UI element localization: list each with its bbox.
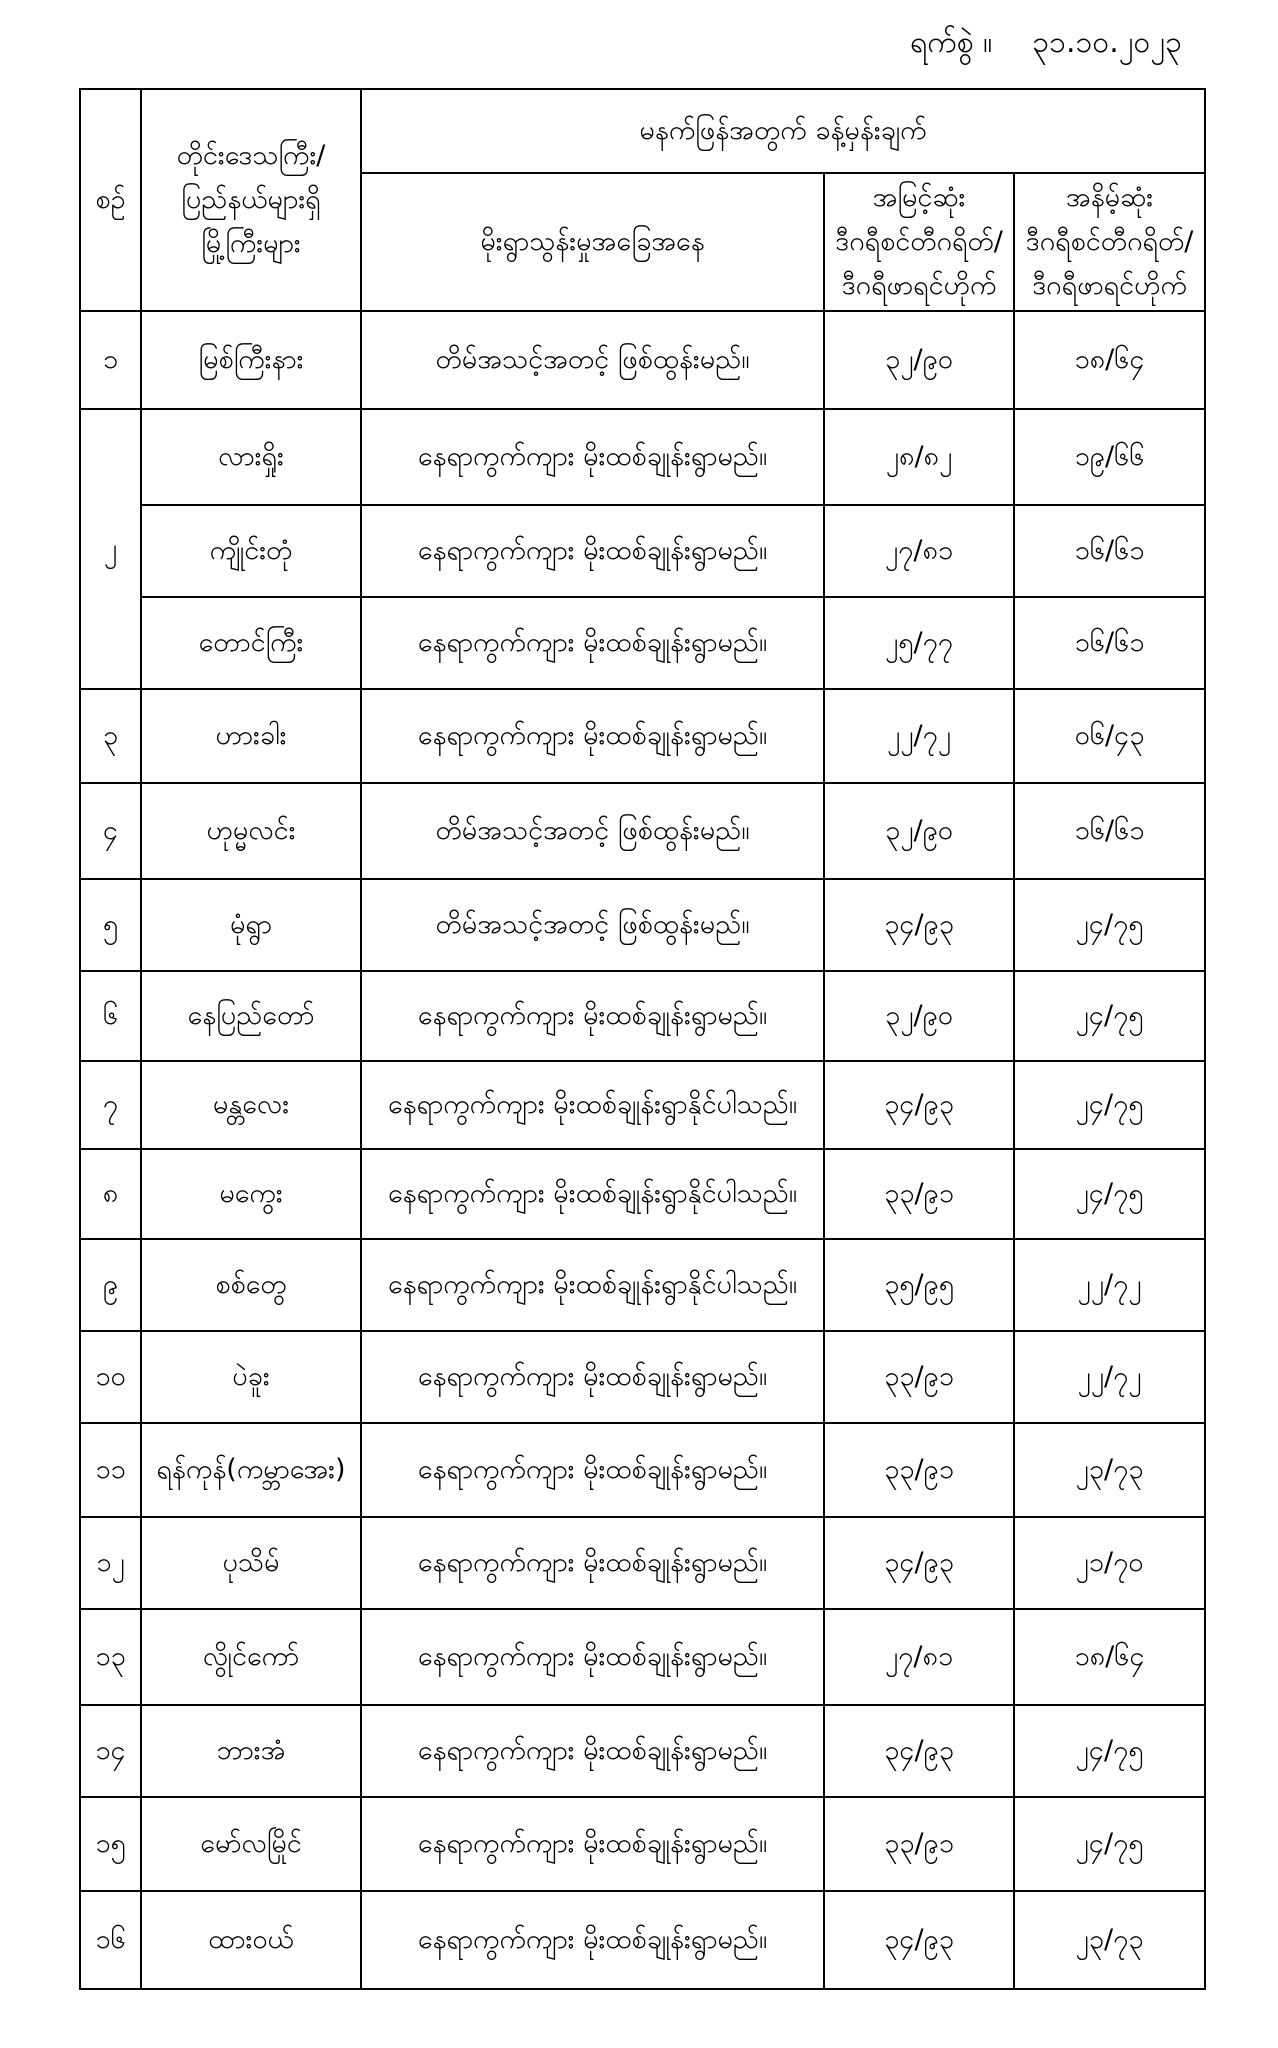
header-min-line1: အနိမ့်ဆုံး — [1065, 182, 1154, 213]
city-cell: မုံရွာ — [141, 879, 361, 971]
condition-cell: နေရာကွက်ကျား မိုးထစ်ချုန်းရွာနိုင်ပါသည်။ — [361, 1149, 824, 1239]
min-temp-cell: ၂၄/၇၅ — [1014, 1705, 1205, 1797]
max-temp-cell: ၂၅/၇၇ — [824, 597, 1014, 689]
header-min — [1014, 173, 1205, 311]
serial-cell: ၁၃ — [80, 1609, 141, 1705]
header-max-line3: ဒီဂရီဖာရင်ဟိုက် — [841, 270, 997, 301]
min-temp-cell: ၂၄/၇၅ — [1014, 879, 1205, 971]
min-temp-cell: ၁၆/၆၁ — [1014, 597, 1205, 689]
table-row — [80, 1423, 1205, 1517]
header-max-line1: အမြင့်ဆုံး — [872, 182, 966, 213]
serial-cell: ၁၂ — [80, 1517, 141, 1609]
table-row — [80, 311, 1205, 409]
city-cell: ရန်ကုန်(ကမ္ဘာအေး) — [141, 1423, 361, 1517]
city-cell: ပဲခူး — [141, 1331, 361, 1423]
city-cell: တောင်ကြီး — [141, 597, 361, 689]
condition-cell: နေရာကွက်ကျား မိုးထစ်ချုန်းရွာမည်။ — [361, 1891, 824, 1989]
city-cell: ထားဝယ် — [141, 1891, 361, 1989]
max-temp-cell: ၃၃/၉၁ — [824, 1797, 1014, 1891]
min-temp-cell: ၀၆/၄၃ — [1014, 689, 1205, 783]
max-temp-cell: ၂၇/၈၁ — [824, 1609, 1014, 1705]
serial-cell: ၅ — [80, 879, 141, 971]
max-temp-cell: ၃၄/၉၃ — [824, 1517, 1014, 1609]
serial-cell: ၆ — [80, 971, 141, 1061]
min-temp-cell: ၁၆/၆၁ — [1014, 783, 1205, 879]
min-temp-cell: ၂၄/၇၅ — [1014, 1149, 1205, 1239]
max-temp-cell: ၃၂/၉၀ — [824, 311, 1014, 409]
condition-cell: တိမ်အသင့်အတင့် ဖြစ်ထွန်းမည်။ — [361, 879, 824, 971]
city-cell: ဟားခါး — [141, 689, 361, 783]
max-temp-cell: ၃၄/၉၃ — [824, 1061, 1014, 1149]
min-temp-cell: ၂၄/၇၅ — [1014, 1797, 1205, 1891]
condition-cell: နေရာကွက်ကျား မိုးထစ်ချုန်းရွာနိုင်ပါသည်။ — [361, 1061, 824, 1149]
max-temp-cell: ၂၂/၇၂ — [824, 689, 1014, 783]
max-temp-cell: ၂၇/၈၁ — [824, 505, 1014, 597]
city-cell: မြစ်ကြီးနား — [141, 311, 361, 409]
min-temp-cell: ၂၄/၇၅ — [1014, 1061, 1205, 1149]
table-header — [80, 89, 1205, 311]
max-temp-cell: ၃၂/၉၀ — [824, 783, 1014, 879]
date-label: ရက်စွဲ ။ — [910, 25, 993, 60]
condition-cell: နေရာကွက်ကျား မိုးထစ်ချုန်းရွာမည်။ — [361, 1517, 824, 1609]
city-cell: လွိုင်ကော် — [141, 1609, 361, 1705]
condition-cell: နေရာကွက်ကျား မိုးထစ်ချုန်းရွာမည်။ — [361, 409, 824, 505]
table-row — [80, 1149, 1205, 1239]
header-max — [824, 173, 1014, 311]
table-row — [80, 1891, 1205, 1989]
header-city-line3: မြို့ကြီးများ — [201, 228, 301, 259]
table-row — [80, 971, 1205, 1061]
serial-cell: ၁၄ — [80, 1705, 141, 1797]
table-row — [80, 1705, 1205, 1797]
forecast-table — [79, 88, 1206, 1990]
table-row — [80, 1797, 1205, 1891]
min-temp-cell: ၂၃/၇၃ — [1014, 1891, 1205, 1989]
city-cell: မန္တလေး — [141, 1061, 361, 1149]
condition-cell: တိမ်အသင့်အတင့် ဖြစ်ထွန်းမည်။ — [361, 311, 824, 409]
header-min-line2: ဒီဂရီစင်တီဂရိတ်/ — [1025, 226, 1194, 257]
condition-cell: နေရာကွက်ကျား မိုးထစ်ချုန်းရွာမည်။ — [361, 1797, 824, 1891]
max-temp-cell: ၃၄/၉၃ — [824, 1705, 1014, 1797]
min-temp-cell: ၁၈/၆၄ — [1014, 311, 1205, 409]
serial-cell: ၃ — [80, 689, 141, 783]
table-row — [80, 1609, 1205, 1705]
city-cell: လားရှိုး — [141, 409, 361, 505]
header-max-line2: ဒီဂရီစင်တီဂရိတ်/ — [835, 226, 1003, 257]
table-row — [80, 879, 1205, 971]
table-row — [80, 689, 1205, 783]
condition-cell: နေရာကွက်ကျား မိုးထစ်ချုန်းရွာမည်။ — [361, 1331, 824, 1423]
serial-cell: ၁၆ — [80, 1891, 141, 1989]
header-forecast-group: မနက်ဖြန်အတွက် ခန့်မှန်းချက် — [361, 89, 1205, 173]
table-row — [80, 1331, 1205, 1423]
city-cell: ကျိုင်းတုံ — [141, 505, 361, 597]
serial-cell: ၉ — [80, 1239, 141, 1331]
serial-cell: ၈ — [80, 1149, 141, 1239]
condition-cell: နေရာကွက်ကျား မိုးထစ်ချုန်းရွာမည်။ — [361, 1423, 824, 1517]
condition-cell: နေရာကွက်ကျား မိုးထစ်ချုန်းရွာမည်။ — [361, 1705, 824, 1797]
max-temp-cell: ၃၃/၉၁ — [824, 1423, 1014, 1517]
city-cell: မော်လမြိုင် — [141, 1797, 361, 1891]
condition-cell: နေရာကွက်ကျား မိုးထစ်ချုန်းရွာနိုင်ပါသည်။ — [361, 1239, 824, 1331]
condition-cell: တိမ်အသင့်အတင့် ဖြစ်ထွန်းမည်။ — [361, 783, 824, 879]
max-temp-cell: ၃၅/၉၅ — [824, 1239, 1014, 1331]
table-row — [80, 409, 1205, 505]
serial-cell: ၄ — [80, 783, 141, 879]
min-temp-cell: ၂၃/၇၃ — [1014, 1423, 1205, 1517]
date-value: ၃၁.၁၀.၂၀၂၃ — [1032, 25, 1182, 60]
city-cell: နေပြည်တော် — [141, 971, 361, 1061]
serial-cell: ၁၁ — [80, 1423, 141, 1517]
serial-cell: ၁ — [80, 311, 141, 409]
header-city-line2: ပြည်နယ်များရှိ — [181, 184, 321, 215]
max-temp-cell: ၃၄/၉၃ — [824, 1891, 1014, 1989]
header-city — [141, 89, 361, 311]
header-serial: စဉ် — [80, 89, 141, 311]
max-temp-cell: ၃၃/၉၁ — [824, 1149, 1014, 1239]
min-temp-cell: ၂၄/၇၅ — [1014, 971, 1205, 1061]
city-cell: စစ်တွေ — [141, 1239, 361, 1331]
header-condition: မိုးရွာသွန်းမှုအခြေအနေ — [361, 173, 824, 311]
header-city-line1: တိုင်းဒေသကြီး/ — [176, 140, 326, 171]
table-row — [80, 783, 1205, 879]
condition-cell: နေရာကွက်ကျား မိုးထစ်ချုန်းရွာမည်။ — [361, 505, 824, 597]
city-cell: မကွေး — [141, 1149, 361, 1239]
table-body — [80, 311, 1205, 1989]
max-temp-cell: ၃၂/၉၀ — [824, 971, 1014, 1061]
city-cell: ဘားအံ — [141, 1705, 361, 1797]
table-row — [80, 1061, 1205, 1149]
max-temp-cell: ၃၃/၉၁ — [824, 1331, 1014, 1423]
condition-cell: နေရာကွက်ကျား မိုးထစ်ချုန်းရွာမည်။ — [361, 971, 824, 1061]
condition-cell: နေရာကွက်ကျား မိုးထစ်ချုန်းရွာမည်။ — [361, 1609, 824, 1705]
min-temp-cell: ၁၆/၆၁ — [1014, 505, 1205, 597]
table-row — [80, 505, 1205, 597]
min-temp-cell: ၂၁/၇၀ — [1014, 1517, 1205, 1609]
serial-cell: ၁၀ — [80, 1331, 141, 1423]
min-temp-cell: ၂၂/၇၂ — [1014, 1239, 1205, 1331]
serial-cell: ၂ — [80, 409, 141, 689]
serial-cell: ၇ — [80, 1061, 141, 1149]
max-temp-cell: ၂၈/၈၂ — [824, 409, 1014, 505]
city-cell: ဟုမ္မလင်း — [141, 783, 361, 879]
header-min-line3: ဒီဂရီဖာရင်ဟိုက် — [1032, 270, 1187, 301]
document-date — [910, 22, 1182, 67]
serial-cell: ၁၅ — [80, 1797, 141, 1891]
min-temp-cell: ၁၈/၆၄ — [1014, 1609, 1205, 1705]
condition-cell: နေရာကွက်ကျား မိုးထစ်ချုန်းရွာမည်။ — [361, 689, 824, 783]
table-row — [80, 1517, 1205, 1609]
min-temp-cell: ၁၉/၆၆ — [1014, 409, 1205, 505]
city-cell: ပုသိမ် — [141, 1517, 361, 1609]
condition-cell: နေရာကွက်ကျား မိုးထစ်ချုန်းရွာမည်။ — [361, 597, 824, 689]
max-temp-cell: ၃၄/၉၃ — [824, 879, 1014, 971]
table-row — [80, 597, 1205, 689]
min-temp-cell: ၂၂/၇၂ — [1014, 1331, 1205, 1423]
table-row — [80, 1239, 1205, 1331]
